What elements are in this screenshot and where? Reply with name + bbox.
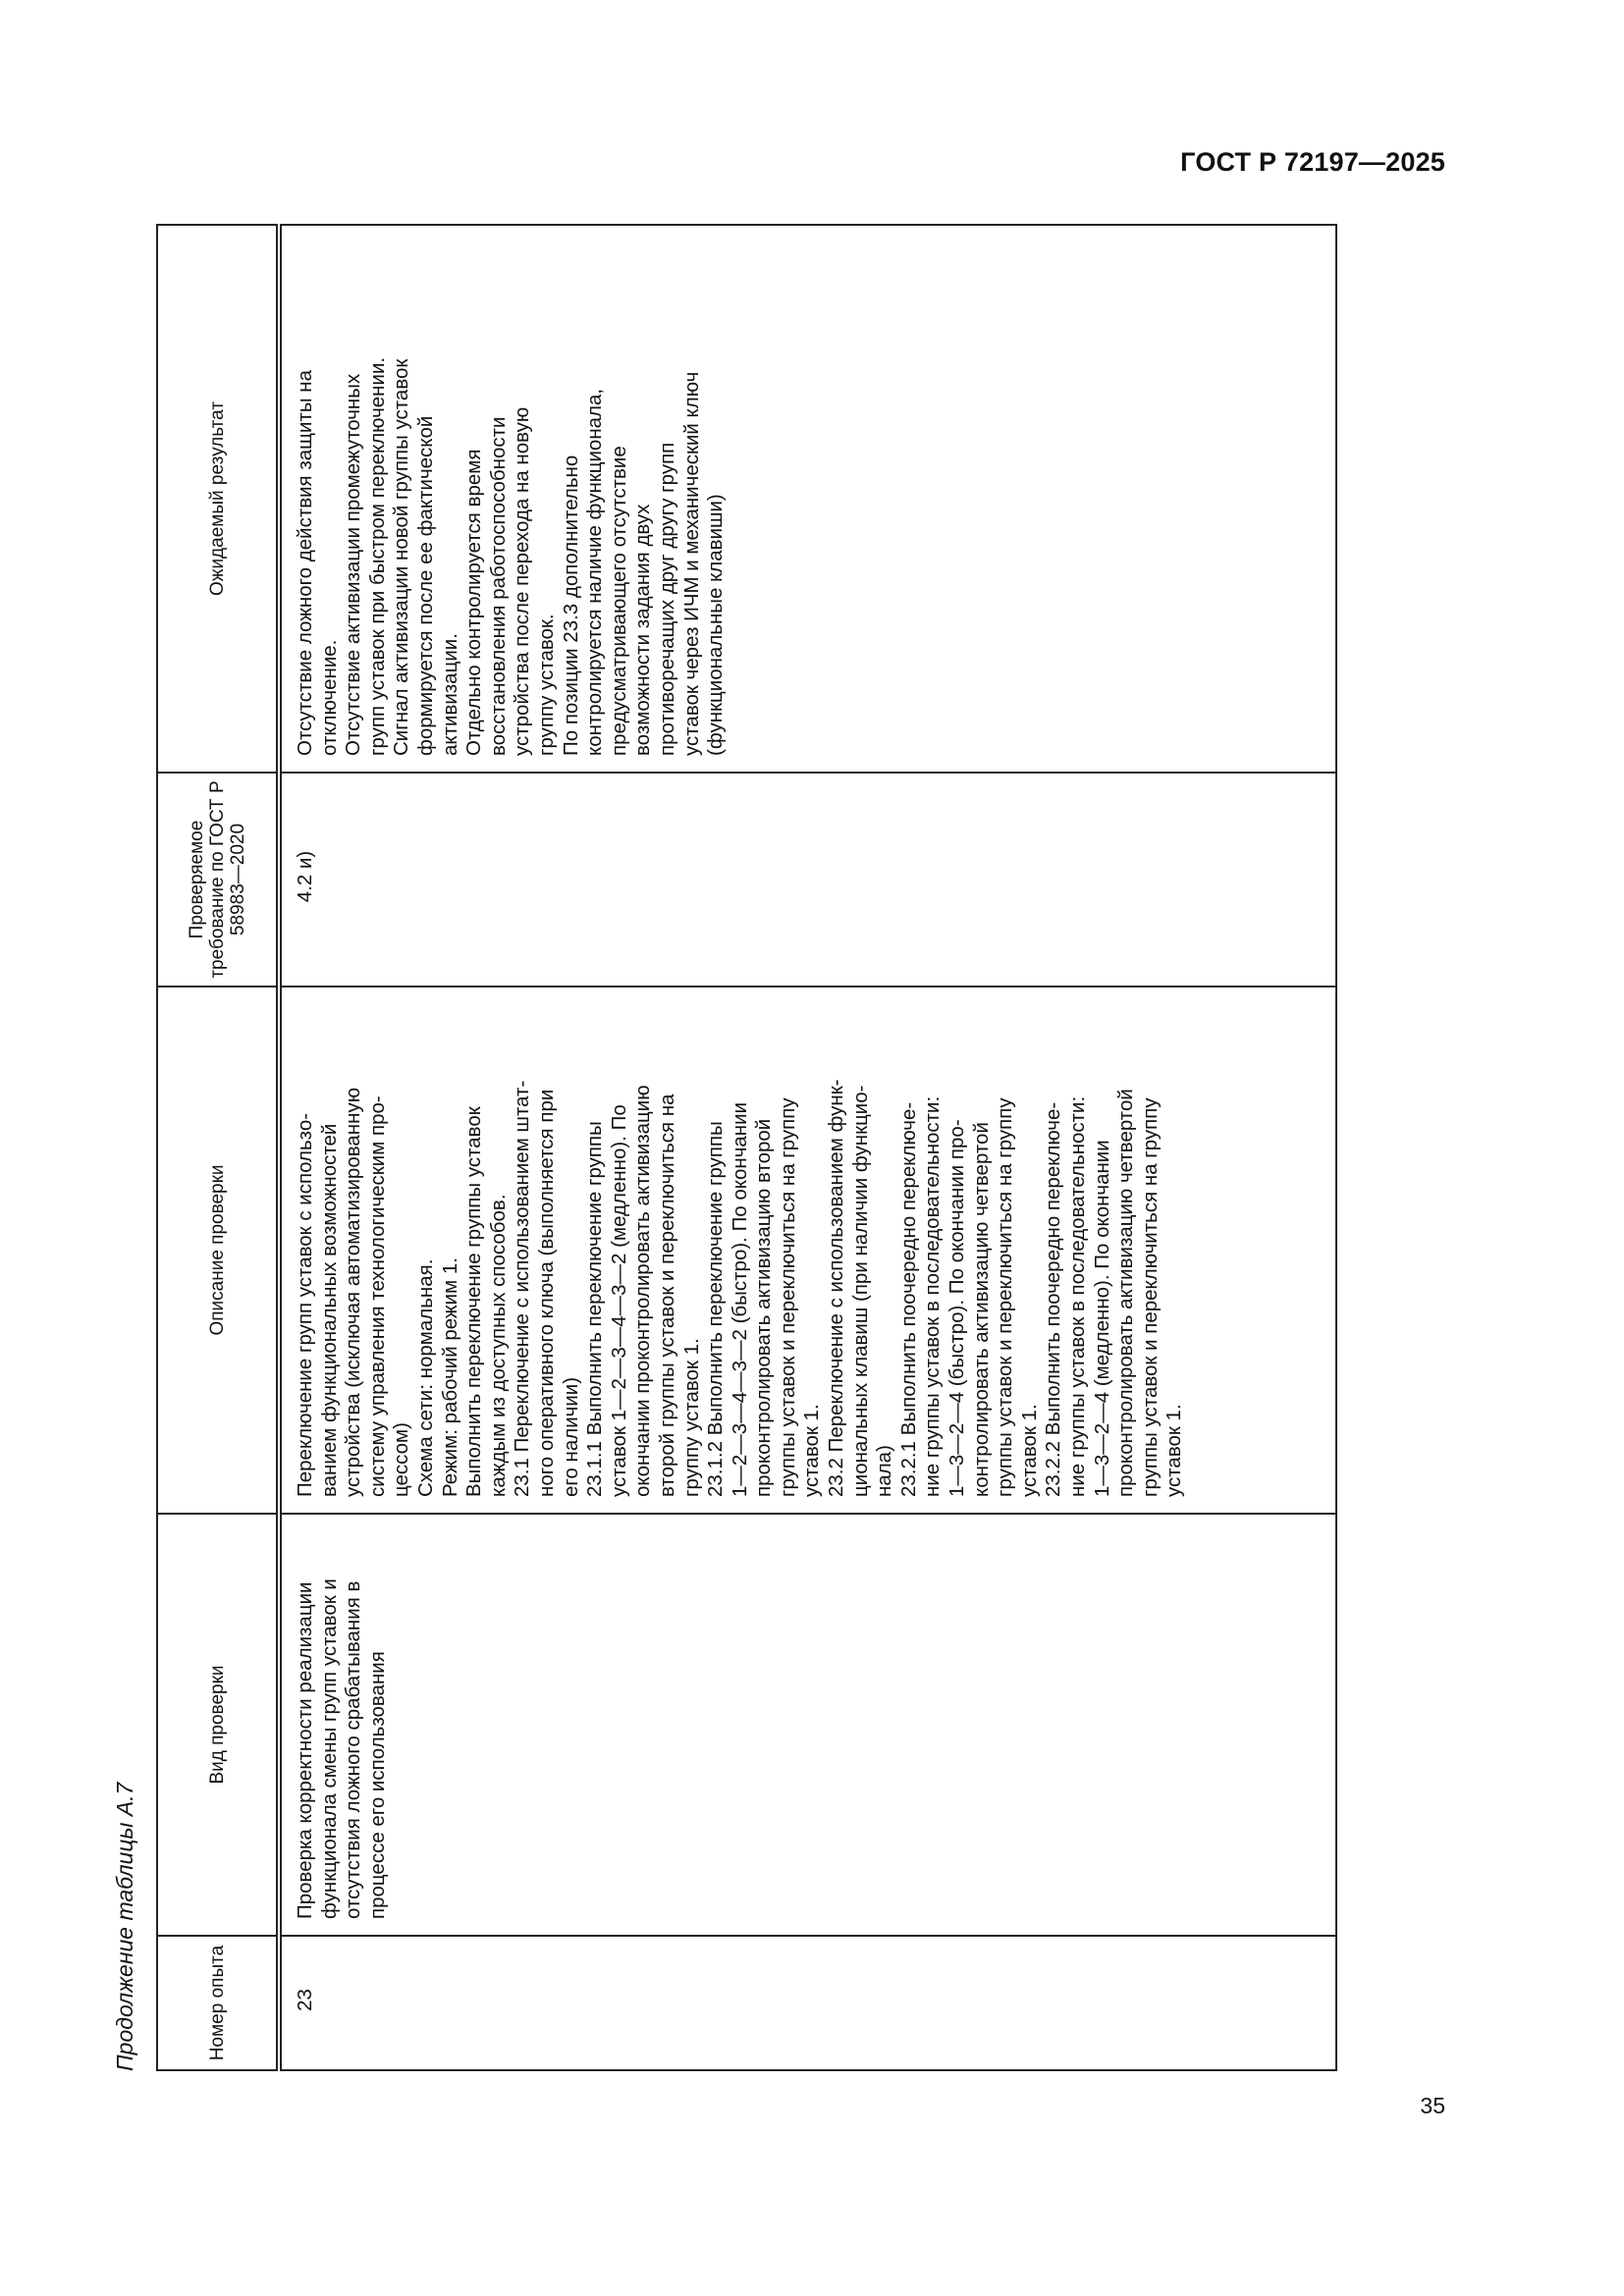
cell-line: группу уставок. (534, 614, 558, 756)
cell-line: группы уставок и переключиться на группу (1138, 1097, 1162, 1497)
cell-line: 1—2—3—4—3—2 (быстро). По окончании (728, 1101, 751, 1497)
cell-line: контролируется наличие функционала, (583, 388, 607, 756)
cell-line: ние группы уставок в последовательности: (921, 1095, 945, 1497)
cell-line: каждым из доступных способов. (486, 1194, 510, 1497)
table-caption: Продолжение таблицы А.7 (112, 1782, 137, 2071)
cell-line: функционала смены групп уставок и (317, 1578, 341, 1919)
rotated-table-block (105, 226, 1337, 2071)
col-header-check-type: Вид проверки (157, 1514, 279, 1936)
cell-line: систему управления технологическим про- (365, 1095, 389, 1497)
cell-line: ние группы уставок в последовательности: (1066, 1095, 1089, 1497)
cell-line: устройства после перехода на новую (511, 406, 534, 756)
cell-line: нала) (873, 1445, 896, 1497)
cell-line: уставок 1. (800, 1404, 824, 1497)
cell-description (279, 987, 1336, 1514)
cell-line: противоречащих друг другу групп (655, 442, 678, 756)
cell-line: его наличии) (559, 1376, 582, 1497)
cell-expected-result (279, 225, 1336, 773)
cell-line: группы уставок и переключиться на группу (994, 1097, 1017, 1497)
cell-line: Режим: рабочий режим 1. (438, 1257, 461, 1497)
cell-line: ного оперативного ключа (выполняется при (534, 1089, 558, 1497)
col-header-number: Номер опыта (157, 1936, 279, 2070)
cell-line: устройства (исключая автоматизированную (342, 1087, 365, 1497)
cell-line: Схема сети: нормальная. (413, 1258, 437, 1497)
table-row (279, 225, 1336, 2070)
cell-line: восстановления работоспособности (486, 416, 510, 756)
table-header-row (157, 225, 279, 2070)
cell-line: второй группы уставок и переключиться на (655, 1094, 678, 1497)
cell-line: группы уставок и переключиться на группу (776, 1097, 799, 1497)
cell-line: проконтролировать активизацию четвертой (1114, 1089, 1138, 1497)
col-header-requirement: Проверяемое требование по ГОСТ Р 58983—2020 (157, 773, 279, 987)
cell-line: активизации. (438, 633, 461, 756)
page-number: 35 (1420, 2093, 1445, 2118)
cell-line: Переключение групп уставок с использо- (294, 1112, 316, 1497)
cell-line: уставок 1. (1163, 1404, 1186, 1497)
cell-line: уставок 1—2—3—4—3—2 (медленно). По (607, 1104, 630, 1497)
cell-line: 23.1.2 Выполнить переключение группы (704, 1121, 728, 1497)
cell-line: контролировать активизацию четвертой (969, 1122, 993, 1497)
cell-line: уставок 1. (1017, 1404, 1041, 1497)
check-table (156, 224, 1337, 2071)
cell-line: группу уставок 1. (679, 1338, 703, 1497)
cell-line: формируется после ее фактической (413, 415, 437, 756)
cell-check-type (279, 1514, 1336, 1936)
cell-line: Отсутствие активизации промежуточных (342, 373, 365, 756)
cell-line: групп уставок при быстром переключении. (365, 356, 389, 756)
cell-line: 23.1 Переключение с использованием штат- (511, 1080, 534, 1497)
cell-line: возможности задания двух (631, 504, 655, 756)
cell-line: 23.2.1 Выполнить поочередно переключе- (896, 1101, 920, 1497)
cell-line: окончании проконтролировать активизацию (631, 1085, 655, 1497)
cell-line: Отдельно контролируется время (462, 449, 486, 756)
cell-line: циональных клавиш (при наличии функцио- (848, 1085, 872, 1497)
standard-code: ГОСТ Р 72197—2025 (1180, 147, 1445, 177)
cell-line: уставок через ИЧМ и механический ключ (679, 371, 703, 756)
cell-line: 23.2 Переключение с использованием функ- (825, 1079, 848, 1497)
col-header-expected-result: Ожидаемый результат (157, 225, 279, 773)
cell-line: 1—3—2—4 (медленно). По окончании (1090, 1140, 1113, 1497)
cell-line: 23.2.2 Выполнить поочередно переключе- (1042, 1101, 1065, 1497)
cell-line: По позиции 23.3 дополнительно (559, 454, 582, 756)
cell-number: 23 (279, 1936, 1336, 2070)
cell-line: предусматривающего отсутствие (607, 446, 630, 756)
cell-line: отключение. (317, 639, 341, 756)
cell-line: 23.1.1 Выполнить переключение группы (583, 1121, 607, 1497)
cell-line: Отсутствие ложного действия защиты на (294, 369, 316, 756)
cell-line: отсутствия ложного срабатывания в (342, 1580, 365, 1919)
cell-requirement: 4.2 и) (279, 773, 1336, 987)
cell-line: ванием функциональных возможностей (317, 1123, 341, 1497)
col-header-description: Описание проверки (157, 987, 279, 1514)
cell-line: Проверка корректности реализации (294, 1581, 316, 1919)
cell-line: Выполнить переключение группы уставок (462, 1106, 486, 1497)
cell-line: Сигнал активизации новой группы уставок (390, 358, 413, 756)
cell-line: проконтролировать активизацию второй (752, 1118, 776, 1497)
cell-line: цессом) (390, 1422, 413, 1497)
cell-line: процессе его использования (365, 1651, 389, 1919)
cell-line: (функциональные клавиши) (704, 494, 728, 756)
cell-line: 1—3—2—4 (быстро). По окончании про- (946, 1119, 969, 1497)
